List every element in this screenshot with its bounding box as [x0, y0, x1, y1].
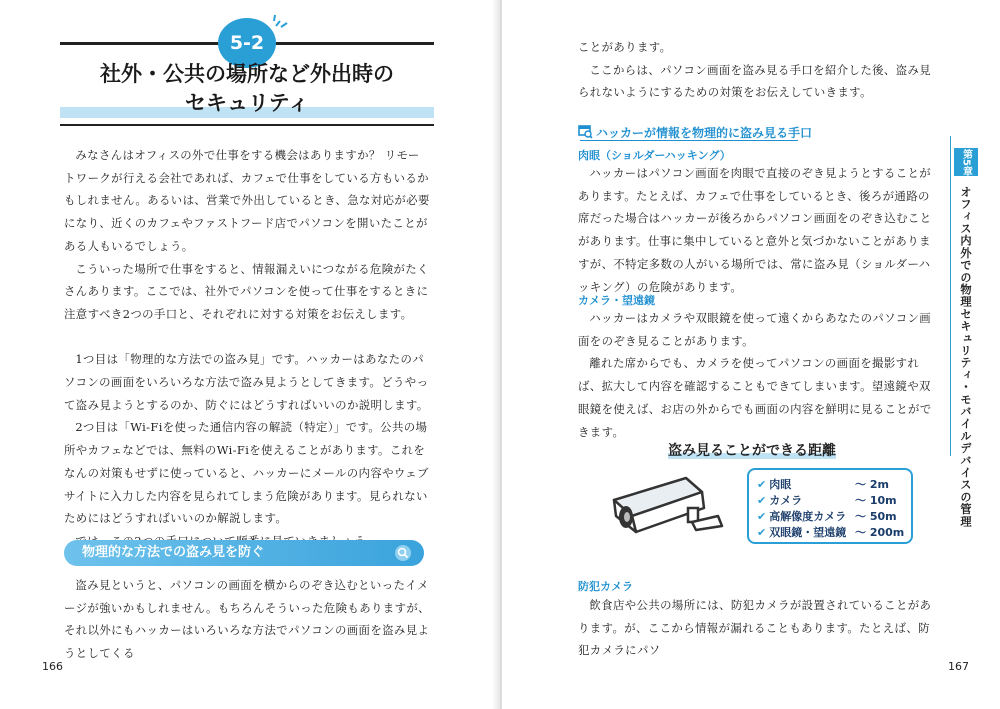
- paragraph: 盗み見というと、パソコンの画面を横からのぞき込むといったイメージが強いかもしれません。もちろんそういった危険もありますが、それ以外にもハッカーはいろいろな方法でパソコンの画面を盗み見ようとしてくる: [64, 578, 430, 661]
- paragraph: 飲食店や公共の場所には、防犯カメラが設置されていることがあります。が、ここから情報が漏れることもあります。たとえば、防犯カメラにパソ: [578, 598, 932, 658]
- paragraph: ことがあります。: [578, 40, 672, 54]
- page-number: 166: [42, 660, 63, 673]
- paragraph: 2つ目は「Wi-Fiを使った通信内容の解読（特定）」です。公共の場所やカフェなどでは、無料のWi-Fiを使えることがあります。これをなんの対策もせずに使っていると、ハッカーにメールの内容やウェブサイトに入力した内容を見られてしまう危険があります。見られないためにはどうすればいいのか解説します。: [64, 420, 429, 526]
- heading-underline: [580, 140, 798, 141]
- paragraph: 離れた席からでも、カメラを使ってパソコンの画面を撮影すれば、拡大して内容を確認することもできてしまいます。望遠鏡や双眼鏡を使えば、お店の外からでも画面の内容を鮮明に見ることができます。: [578, 356, 932, 439]
- section-title: [60, 60, 434, 118]
- distance-row: [757, 508, 897, 524]
- title-line-1: 社外・公共の場所など外出時の: [100, 62, 394, 86]
- check-icon: ✔: [757, 526, 767, 539]
- check-icon: ✔: [757, 510, 767, 523]
- distance-value: 〜 10m: [855, 494, 897, 507]
- continuation-body: [578, 36, 940, 104]
- distance-label: 双眼鏡・望遠鏡: [769, 526, 847, 539]
- chapter-side-title: オフィス内外での物理セキュリティ・モバイルデバイスの管理: [959, 186, 972, 528]
- subheading-naked-eye: 肉眼（ショルダーハッキング）: [578, 149, 731, 162]
- paragraph: 1つ目は「物理的な方法での盗み見」です。ハッカーはあなたのパソコンの画面をいろいろな方法で盗み見ようとしてきます。どうやって盗み見ようとするのか、防ぐにはどうすればいいのか説明します。: [64, 352, 429, 412]
- subheading-camera: カメラ・望遠鏡: [578, 294, 655, 307]
- title-line-2: [60, 89, 434, 118]
- distance-value: 〜 2m: [855, 478, 889, 491]
- side-tab-rule: [950, 136, 951, 456]
- distance-box: [747, 468, 913, 544]
- paragraph: こういった場所で仕事をすると、情報漏えいにつながる危険がたくさんあります。ここでは、社外でパソコンを使って仕事をするときに注意すべき2つの手口と、それぞれに対する対策をお伝えします。: [64, 261, 429, 321]
- intro-body: [64, 144, 430, 553]
- chapter-tab: 第5章: [954, 148, 978, 176]
- figure-title: [652, 440, 852, 460]
- left-page: [0, 0, 498, 709]
- distance-value: 〜 50m: [855, 510, 897, 523]
- right-page: [502, 0, 1000, 709]
- bottom-body: [64, 574, 430, 665]
- security-camera-icon: [606, 470, 726, 545]
- paragraph: ここからは、パソコン画面を盗み見る手口を紹介した後、盗み見られないようにするための対策をお伝えしていきます。: [578, 62, 932, 100]
- section-pill-heading: [64, 540, 424, 566]
- figure-title-text: 盗み見ることができる距離: [668, 443, 836, 459]
- section-number-badge: 5-2: [218, 18, 276, 68]
- pill-heading-text: 物理的な方法での盗み見を防ぐ: [82, 545, 265, 560]
- page-number: 167: [948, 660, 969, 673]
- distance-label: カメラ: [769, 494, 803, 507]
- subheading-cctv: 防犯カメラ: [578, 580, 633, 593]
- subsection-heading: ハッカーが情報を物理的に盗み見る手口: [596, 126, 813, 140]
- sparkle-icon: [272, 12, 290, 30]
- title-bottom-rule: [60, 124, 434, 126]
- distance-row: [757, 524, 905, 540]
- distance-value: 〜 200m: [855, 526, 905, 539]
- distance-label: 高解像度カメラ: [769, 510, 847, 523]
- paragraph: みなさんはオフィスの外で仕事をする機会はありますか？ リモートワークが行える会社であれば、カフェで仕事をしている方もいるかもしれません。あるいは、営業で外出しているとき、急な対応が必要になり、近くのカフェやファストフード店でパソコンを開いたことがある人もいるでしょう。: [64, 148, 430, 253]
- window-search-icon: [578, 125, 593, 139]
- title-line-2-text: セキュリティ: [60, 89, 434, 118]
- check-icon: ✔: [757, 478, 767, 491]
- naked-eye-body: [578, 162, 940, 298]
- distance-row: [757, 476, 889, 492]
- cctv-body: [578, 594, 940, 662]
- distance-label: 肉眼: [769, 478, 792, 491]
- magnifier-icon: [394, 544, 412, 562]
- distance-row: [757, 492, 897, 508]
- camera-body: [578, 307, 940, 443]
- check-icon: ✔: [757, 494, 767, 507]
- paragraph: ハッカーはパソコン画面を肉眼で直接のぞき見ようとすることがあります。たとえば、カフェで仕事をしているとき、後ろが通路の席だった場合はハッカーが後ろからパソコン画面をのぞき込むことがあります。仕事に集中していると意外と気づかないことがありますが、不特定多数の人がいる場所では、常に盗み見（ショルダーハッキング）の危険があります。: [578, 166, 932, 294]
- paragraph: ハッカーはカメラや双眼鏡を使って遠くからあなたのパソコン画面をのぞき見ることがあります。: [578, 311, 932, 348]
